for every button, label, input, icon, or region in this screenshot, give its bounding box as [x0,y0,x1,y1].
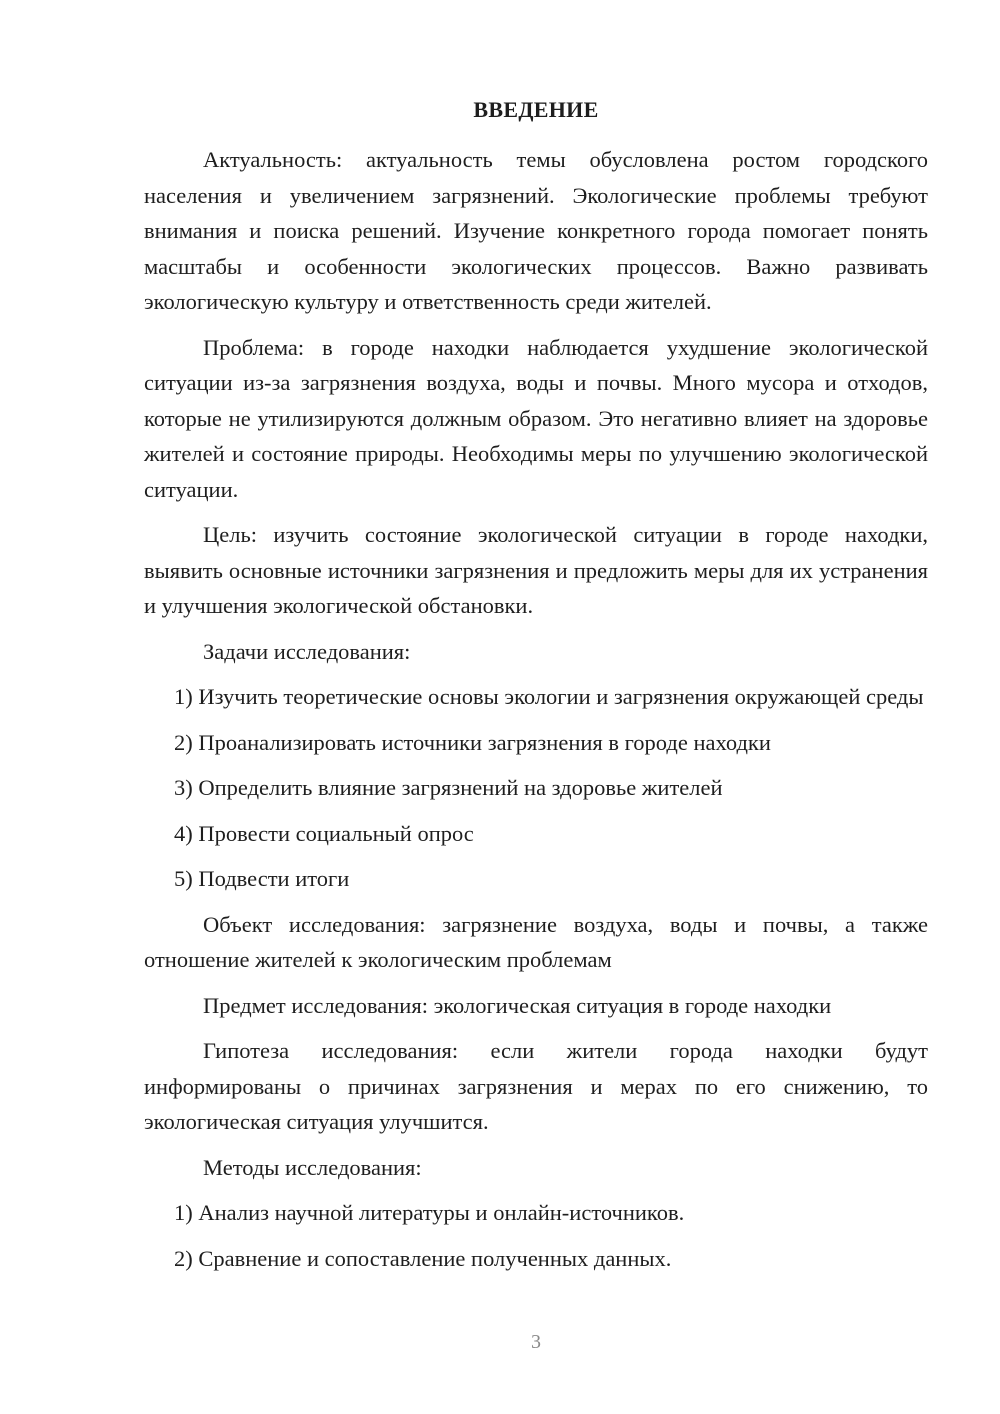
page-number: 3 [531,1331,541,1353]
paragraph-subject: Предмет исследования: экологическая ситуация в городе находки [203,992,832,1018]
paragraph-problem: Проблема: в городе находки наблюдается ухудшение экологической ситуации из-за загрязнения воздуха, воды и почвы. Много мусора и отходов, которые не утилизируются должным образом. Это негативно влияет на здоровье жителей и состояние природы. Необходимы меры по улучшению экологической ситуации. [144,334,928,502]
task-item-5: 5) Подвести итоги [174,866,350,891]
page-title: ВВЕДЕНИЕ [473,97,599,122]
task-item-4: 4) Провести социальный опрос [174,820,474,846]
document-body [144,142,928,1286]
paragraph-hypothesis: Гипотеза исследования: если жители города находки будут информированы о причинах загрязнения и мерах по его снижению, то экологическая ситуация улучшится. [144,1038,928,1134]
paragraph-tasks-heading: Задачи исследования: [203,638,411,664]
method-item-2: 2) Сравнение и сопоставление полученных данных. [174,1245,672,1271]
paragraph-object: Объект исследования: загрязнение воздуха, воды и почвы, а также отношение жителей к экологическим проблемам [144,911,928,972]
method-item-1: 1) Анализ научной литературы и онлайн-источников. [174,1200,685,1225]
task-item-1: 1) Изучить теоретические основы экологии и загрязнения окружающей среды [174,684,924,709]
paragraph-methods-heading: Методы исследования: [203,1154,422,1180]
paragraph-relevance: Актуальность: актуальность темы обусловлена ростом городского населения и увеличением загрязнений. Экологические проблемы требуют внимания и поиска решений. Изучение конкретного города помогает понять масштабы и особенности экологических процессов. Важно развивать экологическую культуру и ответственность среди жителей. [144,147,928,314]
task-item-2: 2) Проанализировать источники загрязнения в городе находки [174,729,771,755]
task-item-3: 3) Определить влияние загрязнений на здоровье жителей [174,775,723,800]
paragraph-goal: Цель: изучить состояние экологической ситуации в городе находки, выявить основные источники загрязнения и предложить меры для их устранения и улучшения экологической обстановки. [144,522,928,618]
